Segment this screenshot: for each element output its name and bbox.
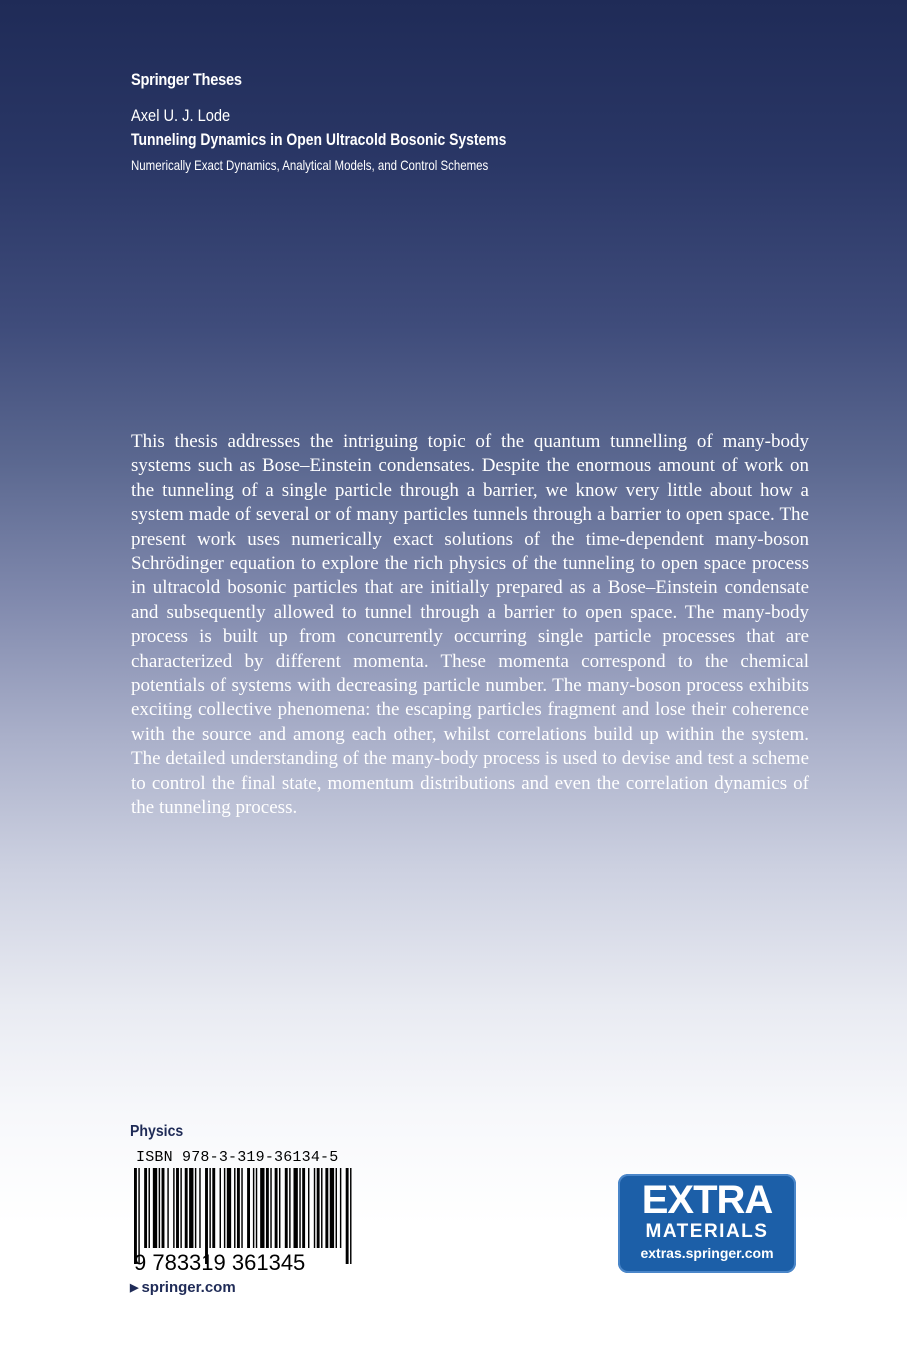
barcode-bar (275, 1168, 278, 1248)
isbn-text: ISBN 978-3-319-36134-5 (136, 1149, 339, 1166)
subject-label: Physics (130, 1123, 184, 1140)
barcode-bar (220, 1168, 221, 1248)
barcode-bar (149, 1168, 150, 1248)
barcode-bar (209, 1168, 210, 1248)
barcode-bar (346, 1168, 349, 1264)
barcode-bar (350, 1168, 351, 1264)
badge-line2: MATERIALS (645, 1221, 769, 1242)
barcode-bar (253, 1168, 254, 1248)
barcode-bar (302, 1168, 305, 1248)
barcode-bar (294, 1168, 298, 1248)
barcode-bar (279, 1168, 280, 1248)
website-link[interactable] (130, 1279, 236, 1296)
barcode-bar (234, 1168, 235, 1248)
barcode-bar (173, 1168, 174, 1248)
barcode-bar (321, 1168, 322, 1248)
barcode-bar (162, 1168, 165, 1248)
barcode-bar (256, 1168, 257, 1248)
barcode-bar (270, 1168, 271, 1248)
barcode-bar (212, 1168, 215, 1248)
barcode-bar (176, 1168, 179, 1248)
book-subtitle: Numerically Exact Dynamics, Analytical Models, and Control Schemes (131, 157, 489, 173)
barcode-bar (308, 1168, 309, 1248)
barcode-bar (153, 1168, 157, 1248)
series-name: Springer Theses (131, 70, 242, 89)
barcode-bar (199, 1168, 200, 1248)
barcode-bar (189, 1168, 193, 1248)
barcode-bar (159, 1168, 160, 1248)
barcode-bar (299, 1168, 300, 1248)
abstract-text: This thesis addresses the intriguing topic of the quantum tunnelling of many-body systems such as Bose–Einstein condensates. Despite the enormous amount of work on the tunneling of a single particle through a barrier, we know very little about how a system made of several or of many particles tunnels through a barrier to open space. The present work uses numerically exact solutions of the time-dependent many-boson Schrödinger equation to explore the rich physics of the tunneling to open space process in ultracold bosonic particles that are initially prepared as a Bose–Einstein condensate and subsequently allowed to tunnel through a barrier to open space. The many-body process is built up from concurrently occurring single particle processes that are characterized by different momenta. These momenta correspond to the chemical potentials of systems with decreasing particle number. The many-boson process exhibits exciting collective phenomena: the escaping particles fragment and lose their coherence with the source and among each other, whilst correlations build up within the system. The detailed understanding of the many-body process is used to devise and test a scheme to control the final state, momentum distributions and even the correlation dynamics of the tunneling process. (131, 431, 809, 819)
barcode-bar (340, 1168, 341, 1248)
barcode-digits: 9 783319 361345 (134, 1250, 306, 1275)
badge-line1: EXTRA (641, 1178, 773, 1222)
badge-url: extras.springer.com (640, 1245, 774, 1261)
barcode-bar (266, 1168, 269, 1248)
author-name: Axel U. J. Lode (131, 106, 231, 125)
barcode-bar (247, 1168, 250, 1248)
barcode-bar (260, 1168, 264, 1248)
barcode-bar (285, 1168, 288, 1248)
barcode-bar (336, 1168, 337, 1248)
barcode-bar (144, 1168, 147, 1248)
barcode-bar (167, 1168, 168, 1248)
barcode-bar (227, 1168, 231, 1248)
barcode-bar (330, 1168, 334, 1248)
extra-materials-badge[interactable] (618, 1174, 796, 1273)
barcode-bar (289, 1168, 290, 1248)
barcode-bar (185, 1168, 188, 1248)
barcode-bar (325, 1168, 328, 1248)
arrow-right-icon: ▶ (130, 1282, 139, 1294)
website-text: springer.com (141, 1279, 236, 1296)
barcode-bar (314, 1168, 315, 1248)
barcode-bar (317, 1168, 320, 1248)
barcode-bar (195, 1168, 196, 1248)
book-title: Tunneling Dynamics in Open Ultracold Bosonic Systems (131, 130, 507, 149)
barcode-bar (180, 1168, 181, 1248)
barcode-bar (237, 1168, 240, 1248)
barcode-bar (241, 1168, 242, 1248)
barcode-bar (224, 1168, 225, 1248)
